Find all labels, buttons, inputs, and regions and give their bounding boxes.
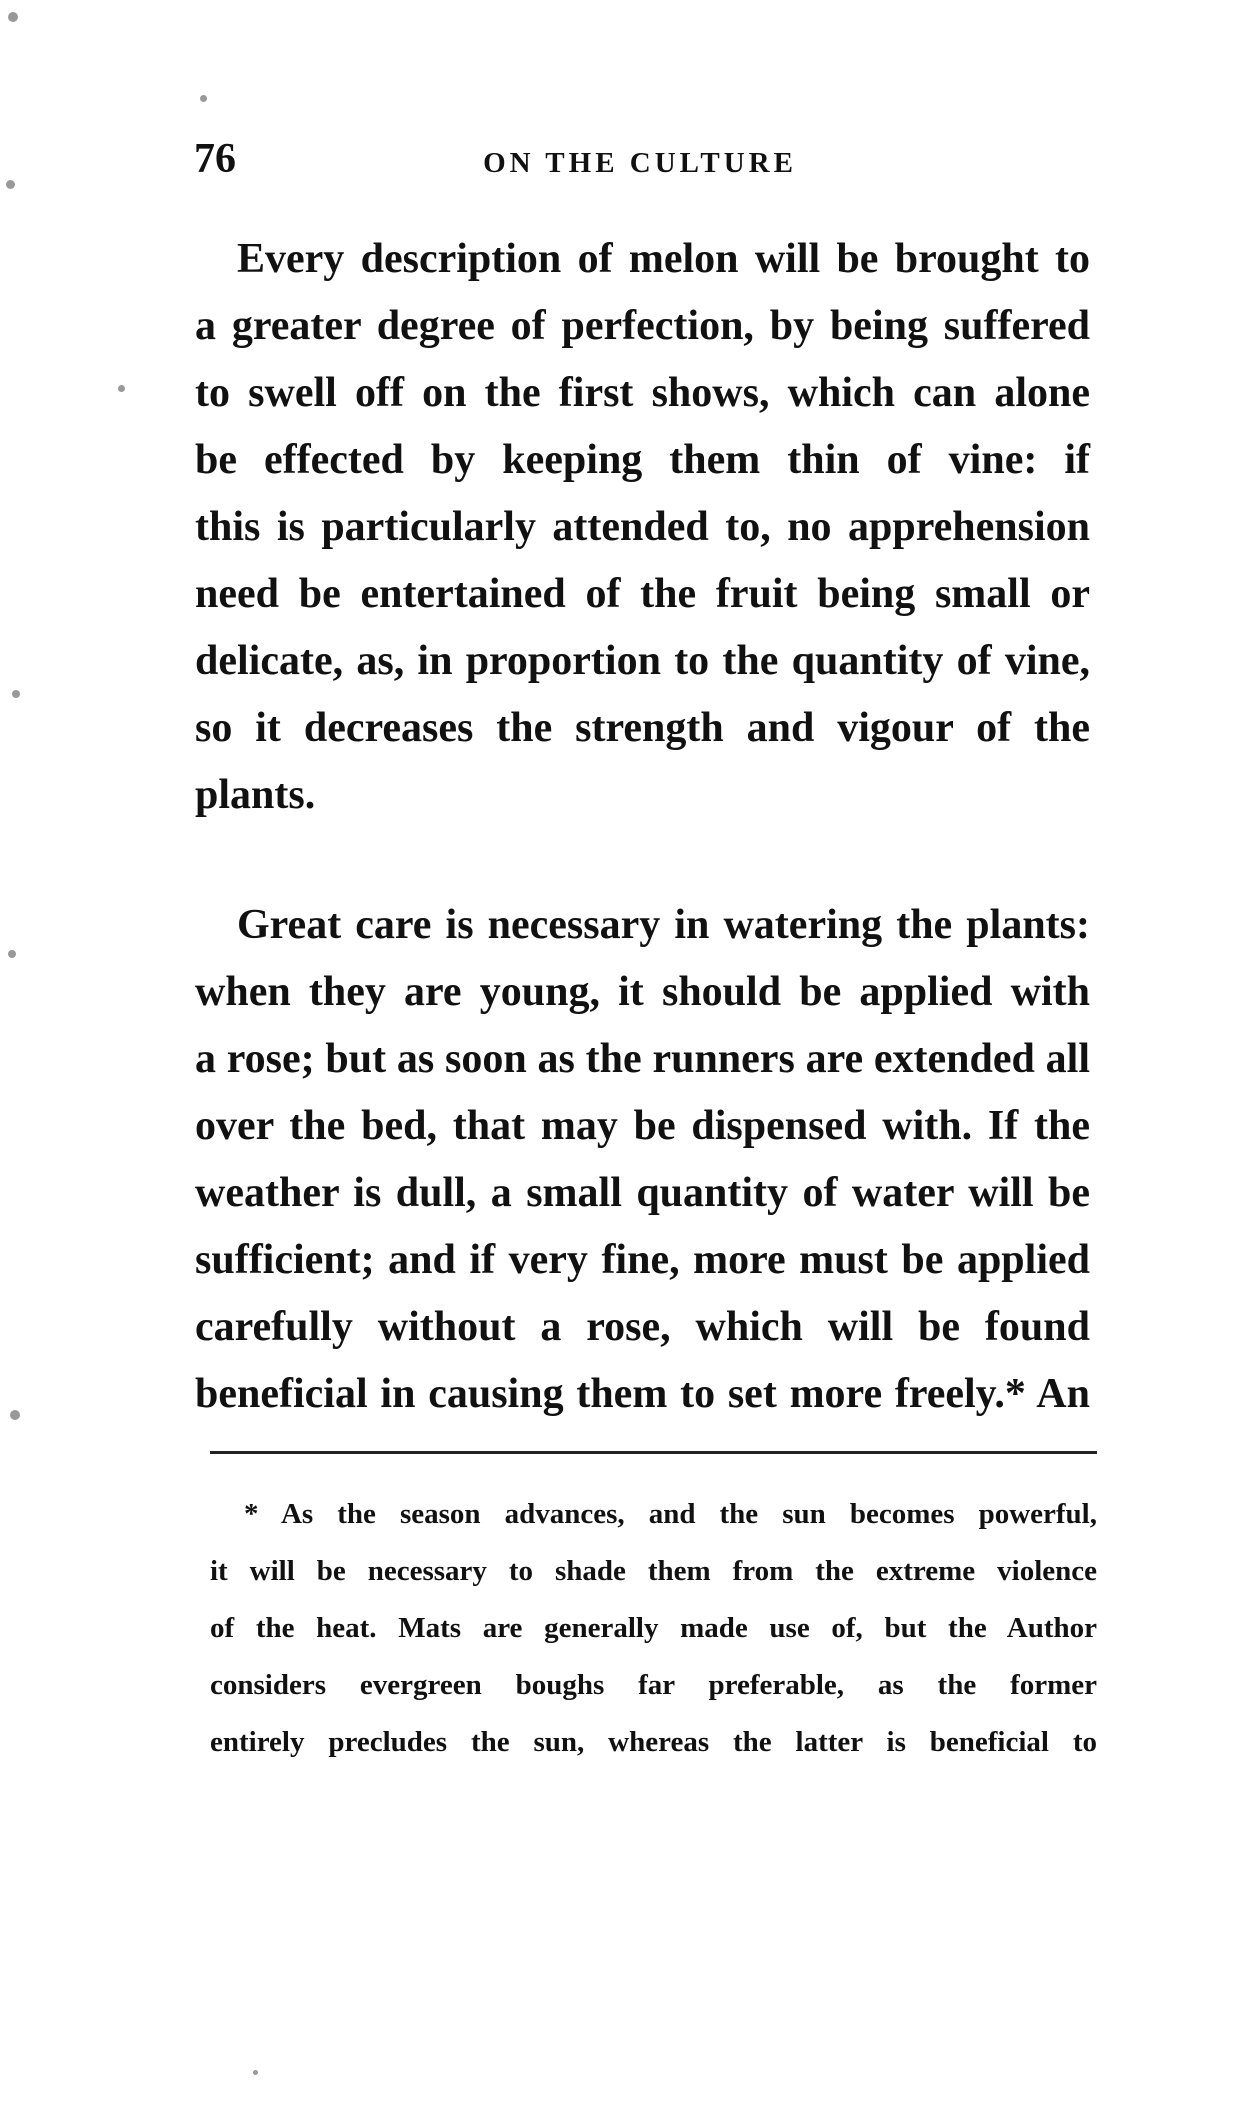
paragraph-1 [195, 226, 1090, 829]
text-line: delicate, as, in proportion to the quantity of vine, [195, 638, 1090, 684]
paragraph-2 [195, 892, 1090, 1428]
footnote-line: * As the season advances, and the sun becomes powerful, [244, 1498, 1097, 1530]
footnote [210, 1486, 1097, 1771]
scan-speck [6, 180, 15, 189]
text-line: sufficient; and if very fine, more must be applied [195, 1237, 1090, 1283]
text-line: plants. [195, 772, 316, 818]
page-header [190, 135, 1090, 185]
text-line: over the bed, that may be dispensed with. If the [195, 1103, 1090, 1149]
footnote-rule [210, 1451, 1097, 1454]
text-line: so it decreases the strength and vigour of the [195, 705, 1090, 751]
text-line: need be entertained of the fruit being small or [195, 571, 1090, 617]
scan-speck [8, 950, 16, 958]
text-line: Every description of melon will be brought to [237, 236, 1090, 282]
scan-speck [118, 385, 125, 392]
text-line: to swell off on the first shows, which can alone [195, 370, 1090, 416]
text-line: when they are young, it should be applied with [195, 969, 1090, 1015]
scan-speck [253, 2070, 258, 2075]
footnote-line: of the heat. Mats are generally made use of, but the Author [210, 1612, 1097, 1644]
text-line: a greater degree of perfection, by being suffered [195, 303, 1090, 349]
page-number: 76 [194, 136, 236, 182]
footnote-line: it will be necessary to shade them from the extreme violence [210, 1555, 1097, 1587]
scan-speck [8, 12, 18, 22]
scan-speck [10, 1410, 20, 1420]
text-line: beneficial in causing them to set more freely.* An [195, 1371, 1090, 1417]
text-line: weather is dull, a small quantity of water will be [195, 1170, 1090, 1216]
scan-speck [200, 95, 207, 102]
text-line: Great care is necessary in watering the plants: [237, 902, 1090, 948]
running-head: ON THE CULTURE [483, 147, 797, 179]
footnote-line: entirely precludes the sun, whereas the latter is beneficial to [210, 1726, 1097, 1758]
footnote-line: considers evergreen boughs far preferable, as the former [210, 1669, 1097, 1701]
scan-speck [12, 690, 20, 698]
text-line: be effected by keeping them thin of vine: if [195, 437, 1090, 483]
text-line: carefully without a rose, which will be found [195, 1304, 1090, 1350]
text-line: a rose; but as soon as the runners are extended all [195, 1036, 1090, 1082]
text-line: this is particularly attended to, no apprehension [195, 504, 1090, 550]
